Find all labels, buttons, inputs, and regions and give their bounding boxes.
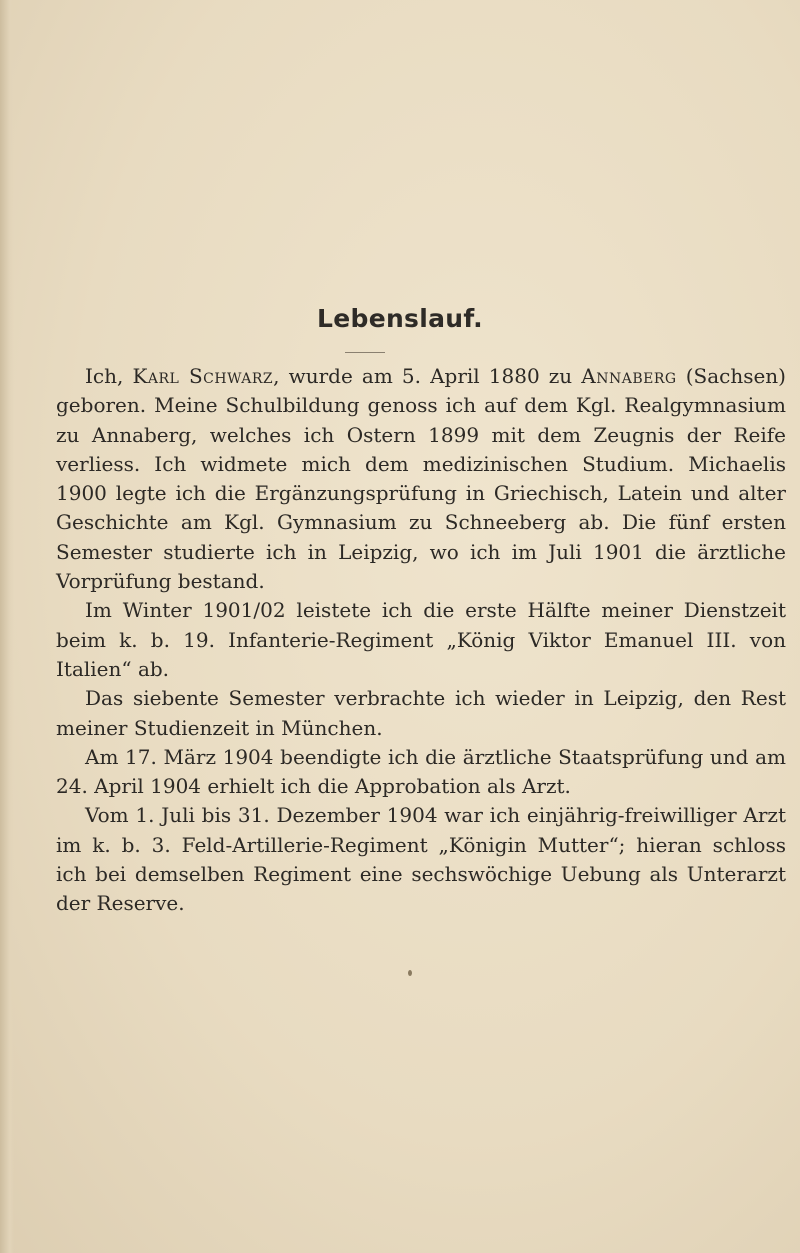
paragraph-birth-education (56, 362, 786, 596)
paragraph-text: , wurde am 5. April 1880 zu (273, 364, 582, 388)
page-title: Lebenslauf. (317, 304, 483, 333)
title-divider (345, 352, 385, 353)
birthplace: Annaberg (581, 364, 677, 388)
person-name: Karl Schwarz (132, 364, 274, 388)
paragraph-military-service: Im Winter 1901/02 leistete ich die erste Hälfte meiner Dienstzeit beim k. b. 19. Infanterie-Regiment „König Viktor Emanuel III. von Italien“ ab. (56, 598, 786, 681)
paragraph-text: Ich, (85, 364, 133, 388)
page-edge-shadow (0, 0, 14, 1253)
paragraph-text: (Sachsen) geboren. Meine Schulbildung genoss ich auf dem Kgl. Realgymnasium zu Annaberg, welches ich Ostern 1899 mit dem Zeugnis der Reife verliess. Ich widmete mich dem medizinischen Studium. Michaelis 1900 legte ich die Ergänzungsprüfung in Griechisch, Latein und alter Geschichte am Kgl. Gymnasium zu Schneeberg ab. Die fünf ersten Semester studierte ich in Leipzig, wo ich im Juli 1901 die ärztliche Vorprüfung bestand. (56, 364, 786, 594)
paper-speck (408, 970, 412, 976)
paragraph-state-exam: Am 17. März 1904 beendigte ich die ärztliche Staatsprüfung und am 24. April 1904 erhielt ich die Approbation als Arzt. (56, 744, 786, 799)
paragraph-seventh-semester: Das siebente Semester verbrachte ich wieder in Leipzig, den Rest meiner Studienzeit in München. (56, 686, 786, 740)
cv-body (56, 362, 786, 919)
paragraph-volunteer-doctor: Vom 1. Juli bis 31. Dezember 1904 war ich einjährig-freiwilliger Arzt im k. b. 3. Feld-Artillerie-Regiment „Königin Mutter“; hieran schloss ich bei demselben Regiment eine sechswöchige Uebung als Unterarzt der Reserve. (56, 803, 786, 916)
